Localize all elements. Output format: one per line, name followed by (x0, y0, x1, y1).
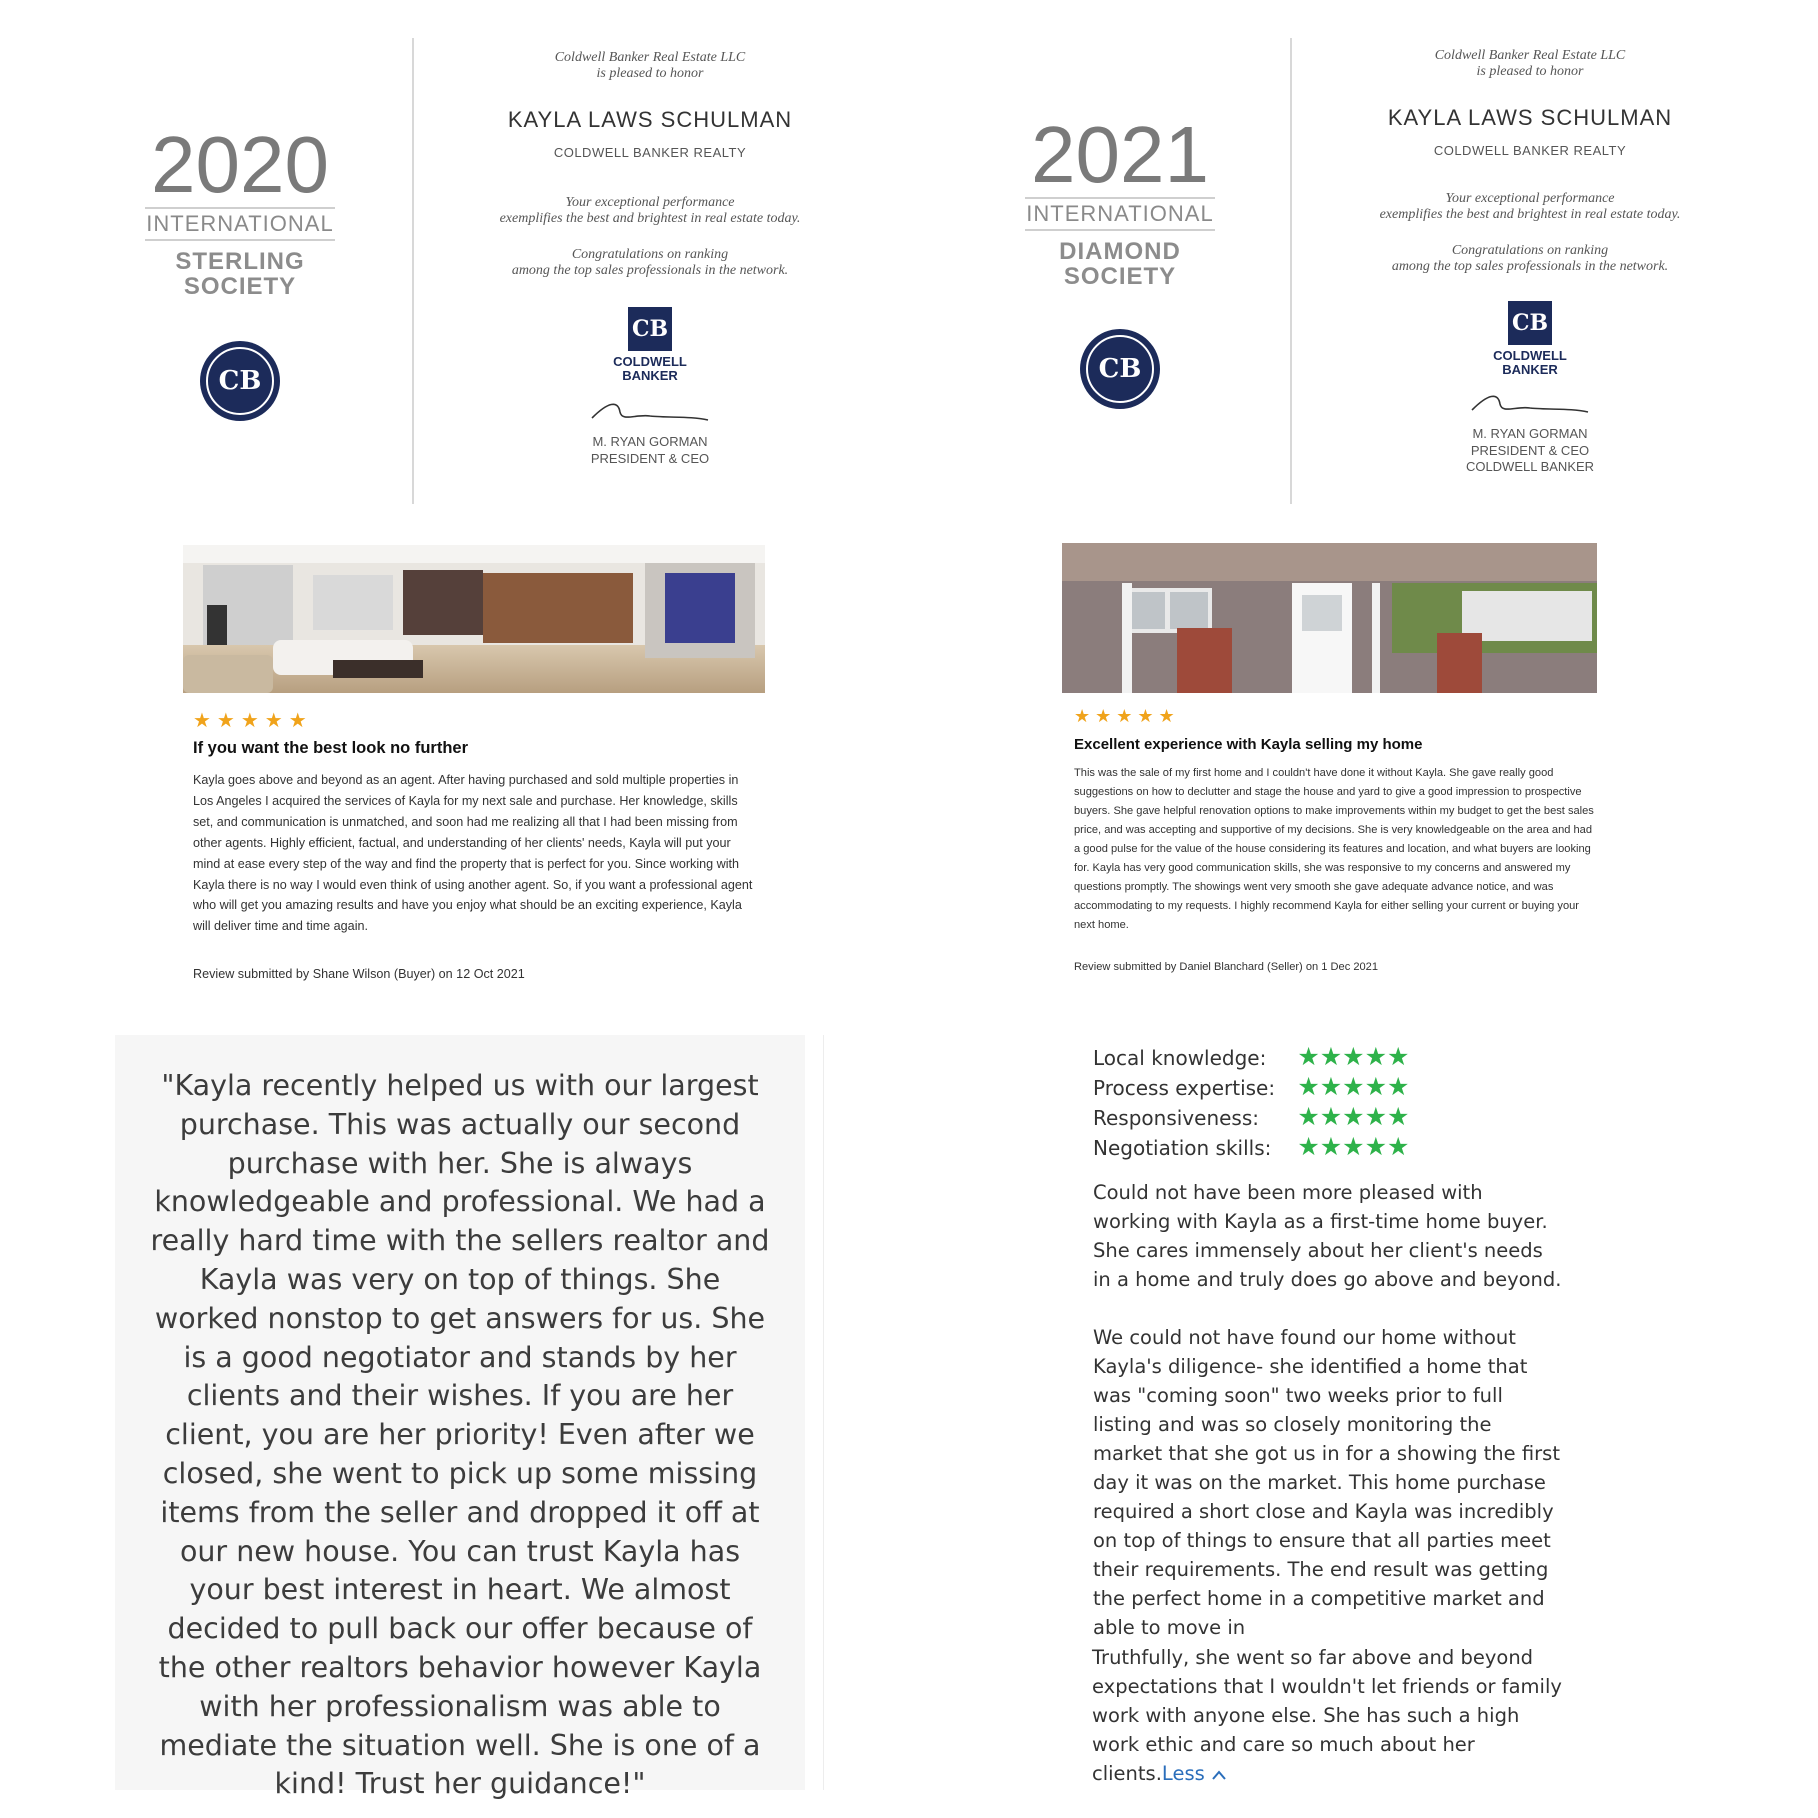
cert-signer-name: M. RYAN GORMAN (1472, 426, 1588, 442)
cert-2020-badge (40, 30, 440, 510)
cert-honoree: KAYLA LAWS SCHULMAN (507, 107, 793, 132)
review-paragraph-2: We could not have found our home without Kayla's diligence- she identified a home that was "coming soon" two weeks prior to full listing and was so closely monitoring the market that she got us in for a showing the first day it was on the market. This home purchase required a short close and Kayla was incredibly on top of things to ensure that all parties meet their requirements. The end result was getting the perfect home in a competitive market and able to move in (1093, 1326, 1560, 1639)
rating-stars: ★★★★★ (1297, 1042, 1410, 1071)
chevron-up-icon (1211, 1769, 1227, 1781)
cert-congrats-line2: among the top sales professionals in the network. (1391, 259, 1669, 274)
cert-logo-word2: BANKER (622, 367, 678, 383)
rating-label: Process expertise: (1093, 1076, 1276, 1100)
cert-congrats-line1: Congratulations on ranking (1451, 243, 1609, 258)
cert-brokerage: COLDWELL BANKER REALTY (1433, 143, 1627, 158)
quote-card (115, 1035, 805, 1801)
signature-icon (1470, 388, 1590, 420)
cert-society-line1: STERLING (175, 248, 305, 275)
cert-divider (412, 38, 414, 504)
quote-text: "Kayla recently helped us with our largest purchase. This was actually our second purchase with her. She is always knowledgeable and professional. We had a really hard time with the sellers realtor and Kayla was very on top of things. She worked nonstop to get answers for us. She is a good negotiator and stands by her clients and their wishes. If you are her client, you are her priority! Even after we closed, she went to pick up some missing items from the seller and dropped it off at our new house. You can trust Kayla has your best interest in heart. We almost decided to pull back our offer because of the other realtors behavior however Kayla with her professionalism was able to mediate the situation well. She is one of a kind! Trust her guidance!" (150, 1069, 770, 1801)
quote-divider (823, 1035, 824, 1790)
cert-signer-title: PRESIDENT & CEO (590, 450, 710, 466)
less-label: Less (1161, 1762, 1205, 1785)
review-meta: Review submitted by Shane Wilson (Buyer) on 12 Oct 2021 (193, 967, 525, 981)
cert-performance-line2: exemplifies the best and brightest in real estate today. (499, 211, 801, 226)
rating-label: Local knowledge: (1093, 1046, 1267, 1070)
review-body: This was the sale of my first home and I couldn't have done it without Kayla. She gave really good suggestions on how to declutter and stage the house and yard to give a good impression to prospective buyers. She gave helpful renovation options to make improvements within my budget to get the best sales price, and was accepting and supportive of my decisions. She is very knowledgeable on the area and had a good pulse for the value of the house considering its features and location, and what buyers are looking for. Kayla has very good communication skills, she was responsive to my concerns and answered my questions promptly. The showings went very smooth she gave adequate advance notice, and was accommodating to my requests. I highly recommend Kayla for either selling your current or buying your next home. (1074, 767, 1594, 931)
rating-row-process-expertise (1093, 1072, 1409, 1101)
review-card-2 (1062, 543, 1602, 975)
cert-international: INTERNATIONAL (1025, 197, 1215, 231)
cert-signer-company: COLDWELL BANKER (1465, 458, 1595, 474)
cert-honoree: KAYLA LAWS SCHULMAN (1387, 105, 1673, 130)
rating-stars: ★★★★★ (1297, 1132, 1410, 1161)
rating-row-negotiation-skills (1093, 1132, 1409, 1161)
cert-year: 2021 (1031, 110, 1209, 199)
sterling-society-seal-icon: CB (200, 341, 280, 421)
rating-row-responsiveness (1093, 1102, 1409, 1131)
review-star-rating: ★★★★★ (1074, 706, 1180, 726)
review-paragraph-3-text: Truthfully, she went so far above and beyond expectations that I wouldn't let friends or family work with anyone else. She has such a high work ethic and care so much about her clients. (1092, 1646, 1562, 1785)
cert-honor-line: is pleased to honor (1476, 64, 1584, 79)
cert-signer-name: M. RYAN GORMAN (592, 434, 708, 450)
cert-logo-word1: COLDWELL (613, 354, 687, 369)
review-paragraph-1: Could not have been more pleased with working with Kayla as a first-time home buyer. She cares immensely about her client's needs in a home and truly does go above and beyond. (1093, 1181, 1562, 1291)
cert-2021-text (1300, 30, 1760, 510)
review-title: If you want the best look no further (193, 739, 469, 757)
cert-company-line: Coldwell Banker Real Estate LLC (1434, 48, 1626, 63)
cert-logo-word2: BANKER (1502, 361, 1558, 377)
exterior-photo (1062, 543, 1597, 693)
review-paragraph-3 (1092, 1643, 1562, 1788)
cert-international: INTERNATIONAL (145, 207, 335, 241)
less-button[interactable] (1162, 1762, 1227, 1785)
coldwell-banker-logo-icon: CB (628, 307, 672, 351)
rating-label: Negotiation skills: (1093, 1136, 1272, 1160)
cert-performance-line1: Your exceptional performance (1445, 191, 1615, 206)
rating-stars: ★★★★★ (1297, 1072, 1410, 1101)
cert-congrats-line1: Congratulations on ranking (571, 247, 729, 262)
cert-society-line2: SOCIETY (183, 273, 297, 301)
cert-year: 2020 (151, 120, 329, 209)
rating-label: Responsiveness: (1093, 1106, 1260, 1130)
cert-performance-line1: Your exceptional performance (565, 195, 735, 210)
review-card-1 (183, 545, 765, 990)
cert-company-line: Coldwell Banker Real Estate LLC (554, 50, 746, 65)
cert-performance-line2: exemplifies the best and brightest in real estate today. (1379, 207, 1681, 222)
review-body: Kayla goes above and beyond as an agent. After having purchased and sold multiple properties in Los Angeles I acquired the services of Kayla for my next sale and purchase. Her knowledge, skills set, and communication is unmatched, and soon had me realizing all that I had been missing from other agents. Highly efficient, factual, and understanding of her clients' needs, Kayla will put your mind at ease every step of the way and find the property that is perfect for you. Since working with Kayla there is no way I would even think of using another agent. So, if you want a professional agent who will get you amazing results and have you enjoy what should be an exciting experience, Kayla will deliver time and time again. (193, 773, 753, 934)
cert-honor-line: is pleased to honor (596, 66, 704, 81)
cert-signer-title: PRESIDENT & CEO (1470, 442, 1590, 458)
review-meta: Review submitted by Daniel Blanchard (Seller) on 1 Dec 2021 (1074, 961, 1379, 973)
interior-photo (183, 545, 765, 693)
rating-row-local-knowledge (1093, 1042, 1409, 1071)
cert-congrats-line2: among the top sales professionals in the network. (511, 263, 789, 278)
cert-logo-word1: COLDWELL (1493, 348, 1567, 363)
cert-2020-text (420, 30, 880, 510)
rating-stars: ★★★★★ (1297, 1102, 1410, 1131)
cert-society-line2: SOCIETY (1063, 263, 1177, 291)
cert-2021-badge (920, 30, 1320, 510)
review-title: Excellent experience with Kayla selling my home (1074, 736, 1423, 753)
cert-society-line1: DIAMOND (1059, 238, 1181, 265)
coldwell-banker-logo-icon: CB (1508, 301, 1552, 345)
diamond-society-seal-icon: CB (1080, 329, 1160, 409)
review-star-rating: ★★★★★ (193, 710, 313, 732)
signature-icon (590, 396, 710, 428)
cert-brokerage: COLDWELL BANKER REALTY (553, 145, 747, 160)
cert-divider (1290, 38, 1292, 504)
